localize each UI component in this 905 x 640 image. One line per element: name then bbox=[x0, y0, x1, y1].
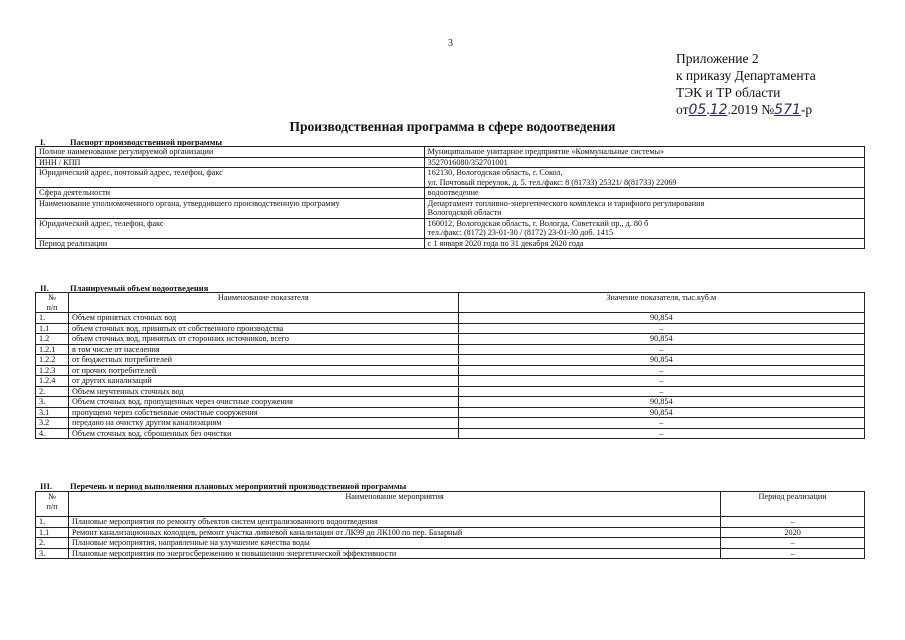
row-name: передано на очистку другим канализациям bbox=[68, 418, 458, 429]
row-period: 2020 bbox=[721, 527, 865, 538]
section-3-heading bbox=[40, 481, 406, 491]
row-value: – bbox=[458, 376, 864, 387]
table-row bbox=[36, 323, 865, 334]
passport-value-cell bbox=[424, 188, 864, 199]
passport-value-line: тел./факс: (8172) 23-01-30 / (8172) 23-01-30 доб. 1415 bbox=[427, 228, 614, 237]
table-row bbox=[36, 386, 865, 397]
passport-value-line: Муниципальное унитарное предприятие «Коммунальные системы» bbox=[427, 147, 665, 156]
appendix-line-2: к приказу Департамента bbox=[676, 68, 816, 83]
passport-label: Наименование уполномоченного органа, утвердившего производственную программу bbox=[36, 198, 425, 218]
passport-row bbox=[36, 147, 865, 158]
order-suffix: -р bbox=[800, 102, 813, 117]
passport-value-cell bbox=[424, 147, 864, 158]
passport-row bbox=[36, 157, 865, 168]
passport-value-line: ул. Почтовый переулок, д. 5. тел./факс: 8 (81733) 25321/ 8(81733) 22069 bbox=[427, 177, 677, 187]
passport-label: ИНН / КПП bbox=[36, 157, 425, 168]
passport-value-line: водоотведение bbox=[427, 188, 479, 197]
row-name: Объем сточных вод, пропущенных через очистные сооружения bbox=[68, 397, 458, 408]
row-number: 1. bbox=[36, 517, 69, 528]
passport-value-line: 162130, Вологодская область, г. Сокол, bbox=[427, 168, 563, 177]
row-number: 1.2.1 bbox=[36, 344, 69, 355]
date-month: 12 bbox=[709, 102, 728, 118]
row-number: 1.2.2 bbox=[36, 355, 69, 366]
passport-label: Полное наименование регулируемой организации bbox=[36, 147, 425, 158]
row-value: – bbox=[458, 344, 864, 355]
row-name: от прочих потребителей bbox=[68, 365, 458, 376]
header-num-2: п/п bbox=[46, 302, 58, 312]
section-1-title: Паспорт производственной программы bbox=[70, 137, 223, 147]
table-row bbox=[36, 538, 865, 549]
table-row bbox=[36, 548, 865, 559]
row-number: 4. bbox=[36, 428, 69, 439]
date-year: .2019 № bbox=[727, 102, 775, 117]
passport-value-line: Вологодской области bbox=[427, 208, 502, 217]
date-prefix: от bbox=[676, 102, 689, 117]
passport-value-cell bbox=[424, 238, 864, 249]
table-row bbox=[36, 365, 865, 376]
header-num-cell bbox=[36, 492, 69, 517]
passport-label: Сфера деятельности bbox=[36, 188, 425, 199]
volume-table-header bbox=[36, 293, 865, 313]
passport-value-line: Департамент топливно-энергетического комплекса и тарифного регулирования bbox=[427, 198, 705, 208]
row-period: – bbox=[721, 517, 865, 528]
row-name: объем сточных вод, принятых от сторонних источников, всего bbox=[68, 334, 458, 345]
measures-table bbox=[35, 491, 865, 559]
appendix-block bbox=[676, 50, 816, 119]
section-2-number: II. bbox=[40, 283, 49, 293]
document-title: Производственная программа в сфере водоотведения bbox=[289, 119, 616, 134]
table-row bbox=[36, 355, 865, 366]
row-number: 1.1 bbox=[36, 323, 69, 334]
passport-table bbox=[35, 146, 865, 249]
passport-value-line: 3527016080/352701001 bbox=[427, 157, 508, 167]
header-name: Наименование показателя bbox=[68, 293, 458, 313]
passport-label: Юридический адрес, телефон, факс bbox=[36, 218, 425, 238]
row-number: 1.1 bbox=[36, 527, 69, 538]
row-number: 3.1 bbox=[36, 407, 69, 418]
passport-value-cell bbox=[424, 218, 864, 238]
row-name: Объем принятых сточных вод bbox=[68, 313, 458, 324]
row-name: Плановые мероприятия, направленные на улучшение качества воды bbox=[68, 538, 720, 549]
section-3-title: Перечень и период выполнения плановых мероприятий производственной программы bbox=[70, 481, 407, 491]
volume-table bbox=[35, 292, 865, 439]
row-name: Плановые мероприятия по ремонту объектов систем централизованного водоотведения bbox=[68, 517, 720, 528]
row-number: 1.2.4 bbox=[36, 376, 69, 387]
appendix-date-line bbox=[676, 101, 816, 119]
passport-row bbox=[36, 218, 865, 238]
header-num: № bbox=[48, 293, 56, 302]
row-value: 90,854 bbox=[458, 334, 864, 345]
passport-label: Юридический адрес, почтовый адрес, телефон, факс bbox=[36, 168, 425, 188]
passport-label: Период реализации bbox=[36, 238, 425, 249]
row-number: 2. bbox=[36, 386, 69, 397]
row-name: от бюджетных потребителей bbox=[68, 355, 458, 366]
row-number: 3. bbox=[36, 397, 69, 408]
table-row bbox=[36, 517, 865, 528]
passport-row bbox=[36, 188, 865, 199]
section-3-number: III. bbox=[40, 481, 53, 491]
row-number: 1. bbox=[36, 313, 69, 324]
row-number: 1.2 bbox=[36, 334, 69, 345]
order-number: 571 bbox=[774, 102, 801, 118]
header-num-cell bbox=[36, 293, 69, 313]
passport-row bbox=[36, 198, 865, 218]
header-value: Значение показателя, тыс.куб.м bbox=[458, 293, 864, 313]
table-row bbox=[36, 334, 865, 345]
row-value: – bbox=[458, 418, 864, 429]
appendix-line-1: Приложение 2 bbox=[676, 51, 759, 66]
section-2-title: Планируемый объем водоотведения bbox=[70, 283, 209, 293]
appendix-line-3: ТЭК и ТР области bbox=[676, 85, 781, 100]
row-value: – bbox=[458, 386, 864, 397]
row-name: объем сточных вод, принятых от собственного производства bbox=[68, 323, 458, 334]
row-number: 1.2.3 bbox=[36, 365, 69, 376]
row-value: 90,854 bbox=[458, 407, 864, 418]
page-number: 3 bbox=[448, 38, 453, 49]
row-period: – bbox=[721, 538, 865, 549]
passport-value-line: 160012, Вологодская область, г. Вологда, Советский пр., д. 80 б bbox=[427, 218, 649, 228]
row-number: 3.2 bbox=[36, 418, 69, 429]
row-period: – bbox=[721, 548, 865, 559]
row-name: Объем неучтенных сточных вод bbox=[68, 386, 458, 397]
header-name: Наименование мероприятия bbox=[68, 492, 720, 517]
row-number: 3. bbox=[36, 548, 69, 559]
table-row bbox=[36, 313, 865, 324]
row-value: 90,854 bbox=[458, 313, 864, 324]
table-row bbox=[36, 407, 865, 418]
date-day: 05 bbox=[688, 102, 707, 118]
row-name: Объем сточных вод, сброшенных без очистки bbox=[68, 428, 458, 439]
passport-value-line: с 1 января 2020 года по 31 декабря 2020 года bbox=[427, 238, 584, 248]
passport-row bbox=[36, 168, 865, 188]
date-sep: . bbox=[706, 102, 710, 117]
row-value: – bbox=[458, 365, 864, 376]
table-row bbox=[36, 428, 865, 439]
passport-value-cell bbox=[424, 168, 864, 188]
row-name: Ремонт канализационных колодцев, ремонт участка ливневой канализации от ЛК99 до ЛК100 по пер. Базарный bbox=[68, 527, 720, 538]
table-row bbox=[36, 376, 865, 387]
row-value: 90,854 bbox=[458, 397, 864, 408]
row-number: 2. bbox=[36, 538, 69, 549]
passport-value-cell bbox=[424, 157, 864, 168]
table-row bbox=[36, 418, 865, 429]
section-1-number: I. bbox=[40, 137, 46, 147]
row-value: – bbox=[458, 323, 864, 334]
table-row bbox=[36, 344, 865, 355]
row-value: 90,854 bbox=[458, 355, 864, 366]
row-name: от других канализаций bbox=[68, 376, 458, 387]
table-row bbox=[36, 397, 865, 408]
table-row bbox=[36, 527, 865, 538]
passport-value-cell bbox=[424, 198, 864, 218]
row-name: пропущено через собственные очистные сооружения bbox=[68, 407, 458, 418]
header-period: Период реализации bbox=[721, 492, 865, 517]
measures-table-header bbox=[36, 492, 865, 517]
passport-row bbox=[36, 238, 865, 249]
row-value: – bbox=[458, 428, 864, 439]
header-num: № bbox=[48, 492, 56, 501]
header-num-2: п/п bbox=[46, 501, 58, 511]
row-name: Плановые мероприятия по энергосбережению и повышению энергетической эффективности bbox=[68, 548, 720, 559]
row-name: в том числе от населения bbox=[68, 344, 458, 355]
